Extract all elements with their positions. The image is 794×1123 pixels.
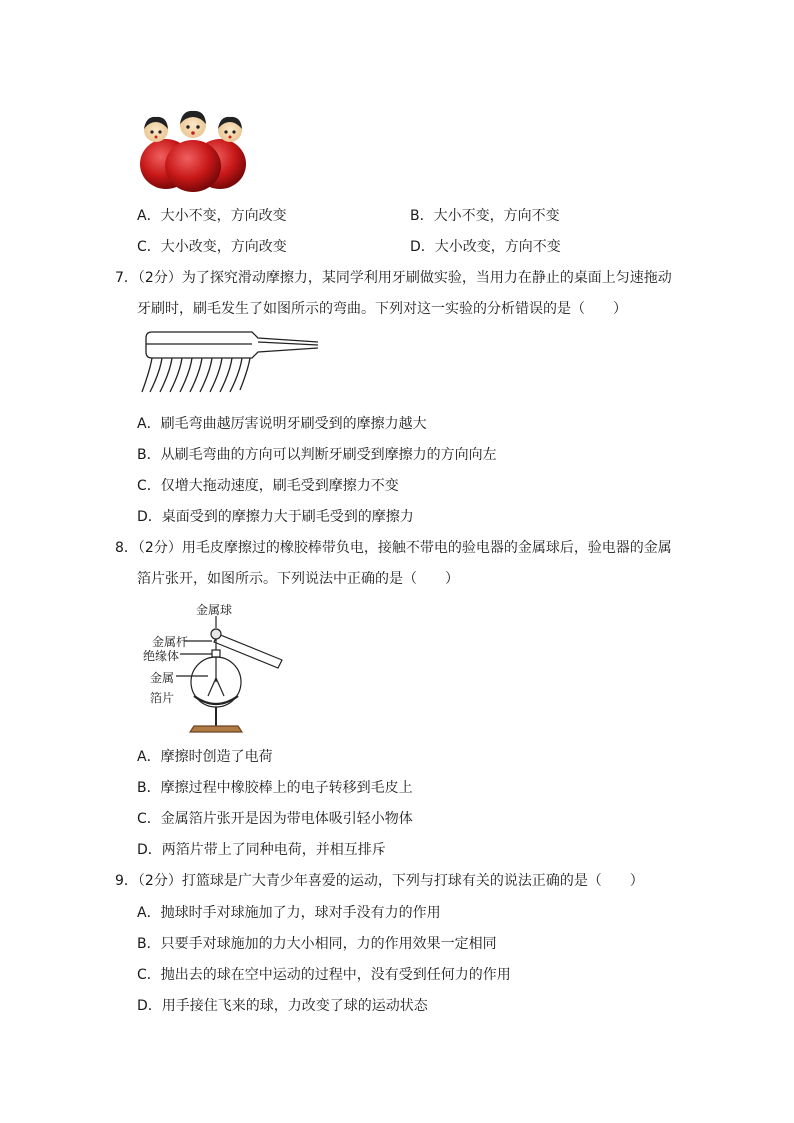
q9-option-d: D．用手接住飞来的球，力改变了球的运动状态 [137, 998, 428, 1014]
q6-option-d: D．大小改变，方向不变 [410, 239, 561, 255]
electroscope-figure [170, 616, 285, 736]
q6-option-c: C．大小改变，方向改变 [137, 239, 287, 255]
q7-stem-line2: 牙刷时，刷毛发生了如图所示的弯曲。下列对这一实验的分析错误的是（ ） [137, 301, 627, 317]
q9-stem-line1: 9．（2分）打篮球是广大青少年喜爱的运动，下列与打球有关的说法正确的是（ ） [115, 873, 644, 889]
toothbrush-figure [138, 330, 320, 396]
q7-option-a: A．刷毛弯曲越厉害说明牙刷受到的摩擦力越大 [137, 416, 427, 432]
q9-option-c: C．抛出去的球在空中运动的过程中，没有受到任何力的作用 [137, 967, 511, 983]
label-foil-1: 金属 [150, 671, 175, 685]
label-insulator: 绝缘体 [143, 649, 180, 663]
q8-stem-line1: 8．（2分）用毛皮摩擦过的橡胶棒带负电，接触不带电的验电器的金属球后，验电器的金属 [115, 540, 672, 556]
q7-option-d: D．桌面受到的摩擦力大于刷毛受到的摩擦力 [137, 509, 414, 525]
label-metal-rod: 金属杆 [152, 635, 189, 649]
q8-option-d: D．两箔片带上了同种电荷，并相互排斥 [137, 842, 386, 858]
q8-option-c: C．金属箔片张开是因为带电体吸引轻小物体 [137, 811, 413, 827]
q8-stem-line2: 箔片张开，如图所示。下列说法中正确的是（ ） [137, 571, 459, 587]
tumbler-dolls-figure [138, 110, 248, 192]
q9-option-a: A．抛球时手对球施加了力，球对手没有力的作用 [137, 905, 441, 921]
label-metal-ball: 金属球 [196, 603, 233, 617]
q7-option-b: B．从刷毛弯曲的方向可以判断牙刷受到摩擦力的方向向左 [137, 447, 497, 463]
q6-option-b: B．大小不变，方向不变 [410, 208, 560, 224]
q8-option-b: B．摩擦过程中橡胶棒上的电子转移到毛皮上 [137, 780, 413, 796]
q7-option-c: C．仅增大拖动速度，刷毛受到摩擦力不变 [137, 478, 399, 494]
q9-option-b: B．只要手对球施加的力大小相同，力的作用效果一定相同 [137, 936, 497, 952]
q7-stem-line1: 7．（2分）为了探究滑动摩擦力，某同学利用牙刷做实验，当用力在静止的桌面上匀速拖动 [115, 270, 672, 286]
label-foil-2: 箔片 [150, 691, 175, 705]
q6-option-a: A．大小不变，方向改变 [137, 208, 287, 224]
q8-option-a: A．摩擦时创造了电荷 [137, 749, 273, 765]
